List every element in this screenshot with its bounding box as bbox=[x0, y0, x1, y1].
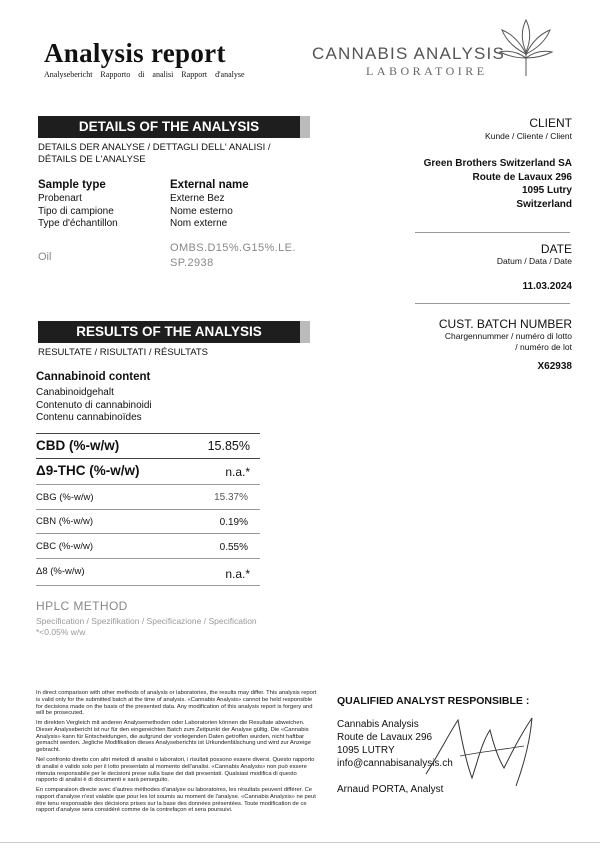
result-row-label: CBG (%-w/w) bbox=[36, 492, 94, 503]
results-subtitle: RESULTATE / RISULTATI / RÉSULTATS bbox=[38, 347, 208, 358]
analyst-name: Arnaud PORTA, Analyst bbox=[337, 784, 444, 795]
divider bbox=[415, 303, 570, 304]
date-subtitle: Datum / Data / Date bbox=[496, 256, 572, 266]
specification-label: Specification / Spezifikation / Specificazione / Specification bbox=[36, 616, 257, 626]
client-address: Green Brothers Switzerland SA Route de Lavaux 296 1095 Lutry Switzerland bbox=[423, 158, 572, 210]
sample-type-value: Oil bbox=[38, 251, 52, 263]
client-heading: CLIENT bbox=[529, 116, 572, 130]
result-row-label: Δ9-THC (%-w/w) bbox=[36, 463, 140, 478]
cannabinoid-content-heading: Cannabinoid content bbox=[36, 371, 151, 383]
result-row-value: 15.37% bbox=[214, 492, 248, 503]
result-row-value: 0.55% bbox=[219, 542, 248, 553]
specification-value: *<0.05% w/w bbox=[36, 627, 86, 637]
cannabis-leaf-logo-icon bbox=[496, 18, 556, 82]
result-row-value: 0.19% bbox=[219, 517, 248, 528]
result-row-label: CBC (%-w/w) bbox=[36, 541, 93, 552]
table-divider bbox=[36, 458, 260, 459]
external-name-translations: Externe Bez Nome esterno Nom externe bbox=[170, 193, 233, 229]
report-subtitle: Analysebericht Rapporto di analisi Rapport d'analyse bbox=[44, 70, 245, 79]
table-divider bbox=[36, 558, 260, 559]
table-divider bbox=[36, 484, 260, 485]
table-divider bbox=[36, 585, 260, 586]
date-heading: DATE bbox=[540, 242, 572, 256]
hplc-method-heading: HPLC METHOD bbox=[36, 599, 128, 613]
brand-subname: LABORATOIRE bbox=[366, 64, 488, 78]
analyst-org: Cannabis Analysis bbox=[337, 719, 419, 730]
analyst-signature-icon bbox=[420, 712, 555, 792]
disclaimer-de: Im direkten Vergleich mit anderen Analysemethoden oder Laboratorien können die Resultate abweichen. Dieser Analysebericht ist nur für den eingereichten Batch zum Zeitpunkt der Analyse gültig. Die «Cannabis Analysis» kann für Entscheidungen, die aufgrund der vorliegenden Daten getroffen wurden, nicht haftbar gemacht werden. Jegliche Modifikation dieses Analyseberichts ist Urkundenfälschung und wird zur Anzeige gebracht. bbox=[36, 720, 311, 754]
disclaimer-it: Nel confronto diretto con altri metodi di analisi o laboratori, i risultati possono essere diversi. Questo rapporto di analisi è valido solo per il lotto presentato al momento dell'analisi. «Cannabis Analysis» non può essere ritenuta responsabile per le decisioni prese sulla base dei dati presentati. Qualsiasi modifica di questo rapporto di analisi è di documenti e sarà perseguito. bbox=[36, 757, 315, 784]
page-bottom-rule bbox=[0, 842, 600, 843]
result-row-value: n.a.* bbox=[225, 465, 250, 479]
external-name-heading: External name bbox=[170, 179, 249, 191]
batch-value: X62938 bbox=[537, 361, 572, 372]
sample-type-translations: Probenart Tipo di campione Type d'échantillon bbox=[38, 193, 118, 229]
result-row-label: CBD (%-w/w) bbox=[36, 438, 120, 453]
disclaimer-en: In direct comparison with other methods of analysis or laboratories, the results may differ. This analysis report is valid only for the submitted batch at the time of analysis. «Cannabis Analysis» cannot be held responsible for decisions made on the basis of the presented data. Any modification of this analysis report is forgery and will be prosecuted. bbox=[36, 690, 317, 717]
cannabinoid-content-translations: Canabinoidgehalt Contenuto di cannabinoidi Contenu cannabinoïdes bbox=[36, 387, 152, 423]
batch-subtitle: Chargennummer / numéro di lotto / numéro de lot bbox=[444, 331, 572, 352]
batch-heading: CUST. BATCH NUMBER bbox=[438, 317, 572, 331]
analyst-city: 1095 LUTRY bbox=[337, 745, 395, 756]
analyst-email: info@cannabisanalysis.ch bbox=[337, 758, 453, 769]
external-name-value: OMBS.D15%.G15%.LE. SP.2938 bbox=[170, 242, 296, 269]
details-subtitle: DETAILS DER ANALYSE / DETTAGLI DELL' ANALISI / DÉTAILS DE L'ANALYSE bbox=[38, 142, 271, 165]
divider bbox=[415, 232, 570, 233]
table-divider bbox=[36, 533, 260, 534]
client-subtitle: Kunde / Cliente / Client bbox=[485, 131, 572, 141]
result-row-value: n.a.* bbox=[225, 567, 250, 581]
analyst-street: Route de Lavaux 296 bbox=[337, 732, 433, 743]
results-section-bar: RESULTS OF THE ANALYSIS bbox=[38, 321, 300, 343]
analyst-heading: QUALIFIED ANALYST RESPONSIBLE : bbox=[337, 695, 530, 707]
details-section-bar: DETAILS OF THE ANALYSIS bbox=[38, 116, 300, 138]
table-divider bbox=[36, 509, 260, 510]
table-divider bbox=[36, 433, 260, 434]
disclaimer-fr: En comparaison directe avec d'autres méthodes d'analyse ou laboratoires, les résultats peuvent différer. Ce rapport d'analyse n'est valable que pour les lot soumis au moment de l'analyse. «Cannabis Analysis» ne peut être tenu responsable des décisions prises sur la base des données présentées. Toute modification de ce rapport d'analyse sera considéré comme de la contrefaçon et sera poursuivi. bbox=[36, 787, 316, 814]
report-title: Analysis report bbox=[44, 38, 226, 68]
date-value: 11.03.2024 bbox=[522, 281, 572, 292]
result-row-label: Δ8 (%-w/w) bbox=[36, 566, 85, 577]
result-row-value: 15.85% bbox=[207, 439, 250, 453]
brand-name: CANNABIS ANALYSIS bbox=[312, 44, 505, 63]
sample-type-heading: Sample type bbox=[38, 179, 106, 191]
result-row-label: CBN (%-w/w) bbox=[36, 516, 93, 527]
